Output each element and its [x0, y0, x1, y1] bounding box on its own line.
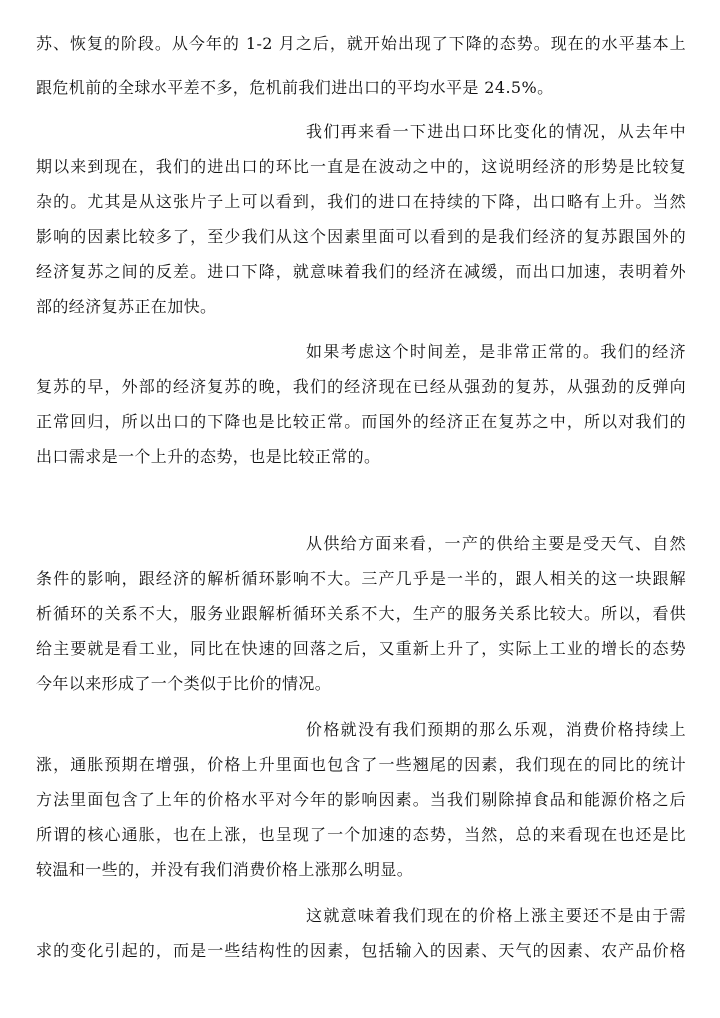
- paragraph-5-line-1: 价格就没有我们预期的那么乐观，消费价格持续上: [306, 720, 686, 739]
- paragraph-3-line-4: 出口需求是一个上升的态势，也是比较正常的。: [36, 447, 381, 466]
- document-page: [36, 0, 686, 1018]
- paragraph-4-line-5: 今年以来形成了一个类似于比价的情况。: [36, 674, 332, 693]
- paragraph-3-line-2: 复苏的早，外部的经济复苏的晚，我们的经济现在已经从强劲的复苏，从强劲的反弹向: [36, 377, 686, 396]
- paragraph-2-line-3: 杂的。尤其是从这张片子上可以看到，我们的进口在持续的下降，出口略有上升。当然: [36, 192, 686, 211]
- paragraph-2-line-2: 期以来到现在，我们的进出口的环比一直是在波动之中的，这说明经济的形势是比较复: [36, 157, 686, 176]
- paragraph-2-line-5: 经济复苏之间的反差。进口下降，就意味着我们的经济在减缓，而出口加速，表明着外: [36, 262, 686, 281]
- paragraph-4-line-3: 析循环的关系不大，服务业跟解析循环关系不大，生产的服务关系比较大。所以，看供: [36, 604, 686, 623]
- paragraph-5-line-3: 方法里面包含了上年的价格水平对今年的影响因素。当我们剔除掉食品和能源价格之后: [36, 790, 686, 809]
- paragraph-4-line-4: 给主要就是看工业，同比在快速的回落之后，又重新上升了，实际上工业的增长的态势: [36, 639, 686, 658]
- paragraph-4-line-1: 从供给方面来看，一产的供给主要是受天气、自然: [306, 534, 686, 553]
- paragraph-2-line-4: 影响的因素比较多了，至少我们从这个因素里面可以看到的是我们经济的复苏跟国外的: [36, 227, 686, 246]
- paragraph-3-line-1: 如果考虑这个时间差，是非常正常的。我们的经济: [306, 342, 686, 361]
- paragraph-5-line-4: 所谓的核心通胀，也在上涨，也呈现了一个加速的态势，当然，总的来看现在也还是比: [36, 825, 686, 844]
- paragraph-4-line-2: 条件的影响，跟经济的解析循环影响不大。三产几乎是一半的，跟人相关的这一块跟解: [36, 569, 686, 588]
- paragraph-1-line-1: 苏、恢复的阶段。从今年的 1-2 月之后，就开始出现了下降的态势。现在的水平基本上: [36, 34, 686, 53]
- paragraph-5-line-5: 较温和一些的，并没有我们消费价格上涨那么明显。: [36, 860, 414, 879]
- paragraph-2-line-1: 我们再来看一下进出口环比变化的情况，从去年中: [306, 122, 686, 141]
- paragraph-2-line-6: 部的经济复苏正在加快。: [36, 297, 217, 316]
- paragraph-1-line-2: 跟危机前的全球水平差不多，危机前我们进出口的平均水平是 24.5%。: [36, 78, 554, 97]
- paragraph-6-line-1: 这就意味着我们现在的价格上涨主要还不是由于需: [306, 906, 686, 925]
- paragraph-5-line-2: 涨，通胀预期在增强，价格上升里面也包含了一些翘尾的因素，我们现在的同比的统计: [36, 755, 686, 774]
- paragraph-6-line-2: 求的变化引起的，而是一些结构性的因素，包括输入的因素、天气的因素、农产品价格: [36, 941, 686, 960]
- paragraph-3-line-3: 正常回归，所以出口的下降也是比较正常。而国外的经济正在复苏之中，所以对我们的: [36, 412, 686, 431]
